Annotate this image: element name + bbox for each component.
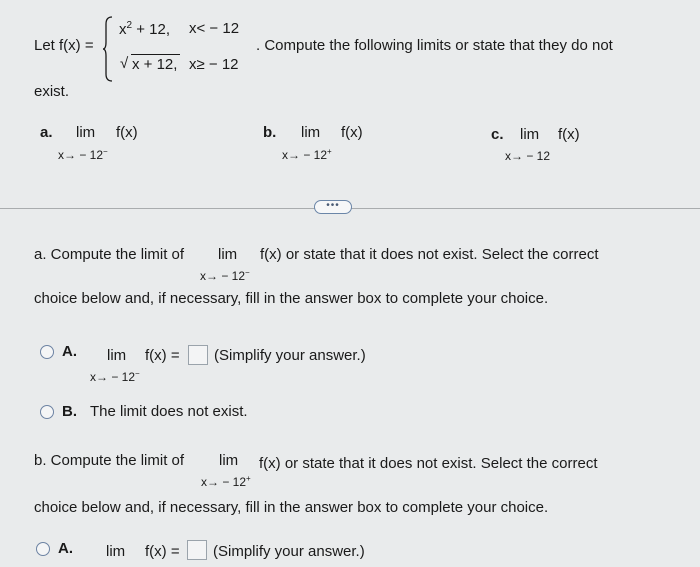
question-a-subscript: x→ − 12− (200, 268, 250, 283)
question-a-prefix: a. Compute the limit of (34, 246, 185, 263)
part-b-fx: f(x) (341, 124, 363, 141)
part-c-letter: c. (491, 126, 504, 143)
part-b-subscript: x→ − 12+ (282, 147, 332, 162)
question-a-option-b-radio[interactable] (40, 405, 54, 419)
question-a-option-a-label: A. (62, 343, 77, 360)
question-a-option-b-text[interactable]: The limit does not exist. (90, 403, 248, 420)
more-options-button[interactable]: ••• (314, 200, 352, 214)
question-b-option-a-label: A. (58, 540, 73, 557)
question-b-subscript: x→ − 12+ (201, 474, 251, 489)
part-b-lim: lim (301, 124, 321, 141)
sqrt-icon: √ (120, 55, 129, 72)
question-a-answer-box[interactable] (188, 345, 208, 365)
question-b-option-a-lim: lim (106, 543, 126, 560)
piece2-radicand: x + 12, (132, 56, 178, 73)
question-b-option-a-radio[interactable] (36, 542, 50, 556)
part-c-subscript: x→ − 12 (505, 149, 551, 163)
question-b-prefix: b. Compute the limit of (34, 452, 185, 469)
question-b-line2: choice below and, if necessary, fill in the answer box to complete your choice. (34, 499, 549, 516)
piece1-expression: $x^2 + 12$, (119, 20, 171, 38)
part-a-fx: f(x) (116, 124, 138, 141)
piece2-condition: x≥ − 12 (189, 56, 239, 73)
question-a-option-a-fx: f(x) = (145, 347, 180, 364)
piece1-condition: x< − 12 (189, 20, 240, 37)
question-b-answer-box[interactable] (187, 540, 207, 560)
question-a-option-a-radio[interactable] (40, 345, 54, 359)
part-a-letter: a. (40, 124, 53, 141)
part-c-fx: f(x) (558, 126, 580, 143)
part-a-subscript: x→ − 12− (58, 147, 108, 162)
question-b-option-a-hint: (Simplify your answer.) (213, 543, 365, 560)
question-a-option-a-lim: lim (107, 347, 127, 364)
question-a-suffix: f(x) or state that it does not exist. Select the correct (260, 246, 599, 263)
question-a-line2: choice below and, if necessary, fill in the answer box to complete your choice. (34, 290, 549, 307)
question-b-suffix: f(x) or state that it does not exist. Select the correct (259, 455, 598, 472)
instruction-continuation: exist. (34, 83, 70, 100)
part-a-lim: lim (76, 124, 96, 141)
question-a-option-a-subscript: x→ − 12− (90, 369, 140, 384)
piecewise-brace-icon (103, 16, 113, 82)
question-a-option-b-label: B. (62, 403, 77, 420)
question-a-lim: lim (218, 246, 238, 263)
let-label: Let f(x) = (34, 37, 94, 54)
part-c-lim: lim (520, 126, 540, 143)
sqrt-bar (131, 54, 180, 55)
question-a-option-a-hint: (Simplify your answer.) (214, 347, 366, 364)
question-b-option-a-fx: f(x) = (145, 543, 180, 560)
question-b-lim: lim (219, 452, 239, 469)
instruction-text: . Compute the following limits or state that they do not (256, 37, 613, 54)
part-b-letter: b. (263, 124, 277, 141)
